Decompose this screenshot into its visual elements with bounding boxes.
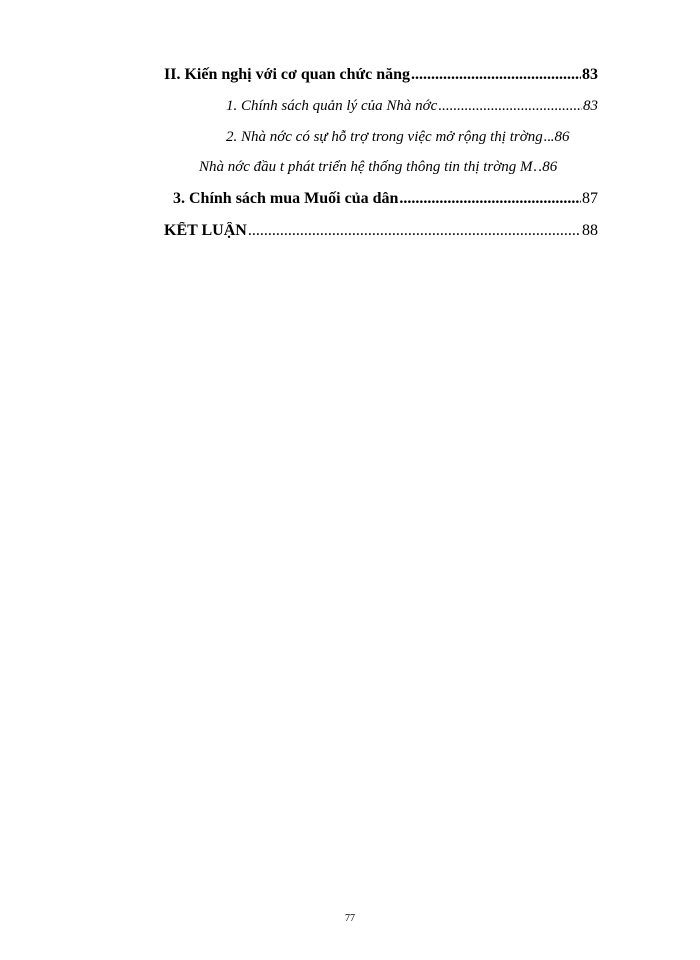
toc-entry-page: 83 — [582, 66, 598, 83]
page-number: 77 — [345, 913, 355, 924]
toc-entry-title: 1. Chính sách quản lý của Nhà nớc — [226, 98, 438, 114]
toc-entry-market-support — [226, 129, 598, 153]
toc-entry-page: 83 — [583, 98, 598, 114]
toc-entry-policy — [226, 98, 598, 122]
toc-entry-title: 2. Nhà nớc có sự hỗ trợ trong việc mở rộng thị trờng — [226, 129, 543, 145]
toc-leader-dots — [411, 66, 581, 84]
toc-leader-dots — [544, 129, 550, 146]
table-of-contents — [0, 0, 700, 260]
toc-leader-dots — [248, 222, 581, 240]
toc-entry-page: 87 — [582, 190, 598, 207]
toc-entry-title: KẾT LUẬN — [164, 222, 247, 239]
toc-entry-conclusion — [164, 222, 598, 246]
toc-leader-dots — [534, 159, 538, 176]
toc-entry-page: .86 — [538, 159, 558, 175]
toc-entry-title: 3. Chính sách mua Muối của dân — [173, 190, 399, 207]
toc-entry-page: .86 — [550, 129, 570, 145]
toc-leader-dots — [438, 98, 582, 115]
toc-entry-title: II. Kiến nghị với cơ quan chức năng — [164, 66, 411, 83]
toc-entry-market-info — [199, 159, 598, 183]
toc-entry-recommendations — [164, 66, 598, 90]
toc-entry-salt-purchase — [173, 190, 598, 214]
toc-entry-title: Nhà nớc đầu t phát triển hệ thống thông tin thị trờng M — [199, 159, 533, 175]
toc-leader-dots — [399, 190, 581, 208]
toc-entry-page: 88 — [582, 222, 598, 239]
